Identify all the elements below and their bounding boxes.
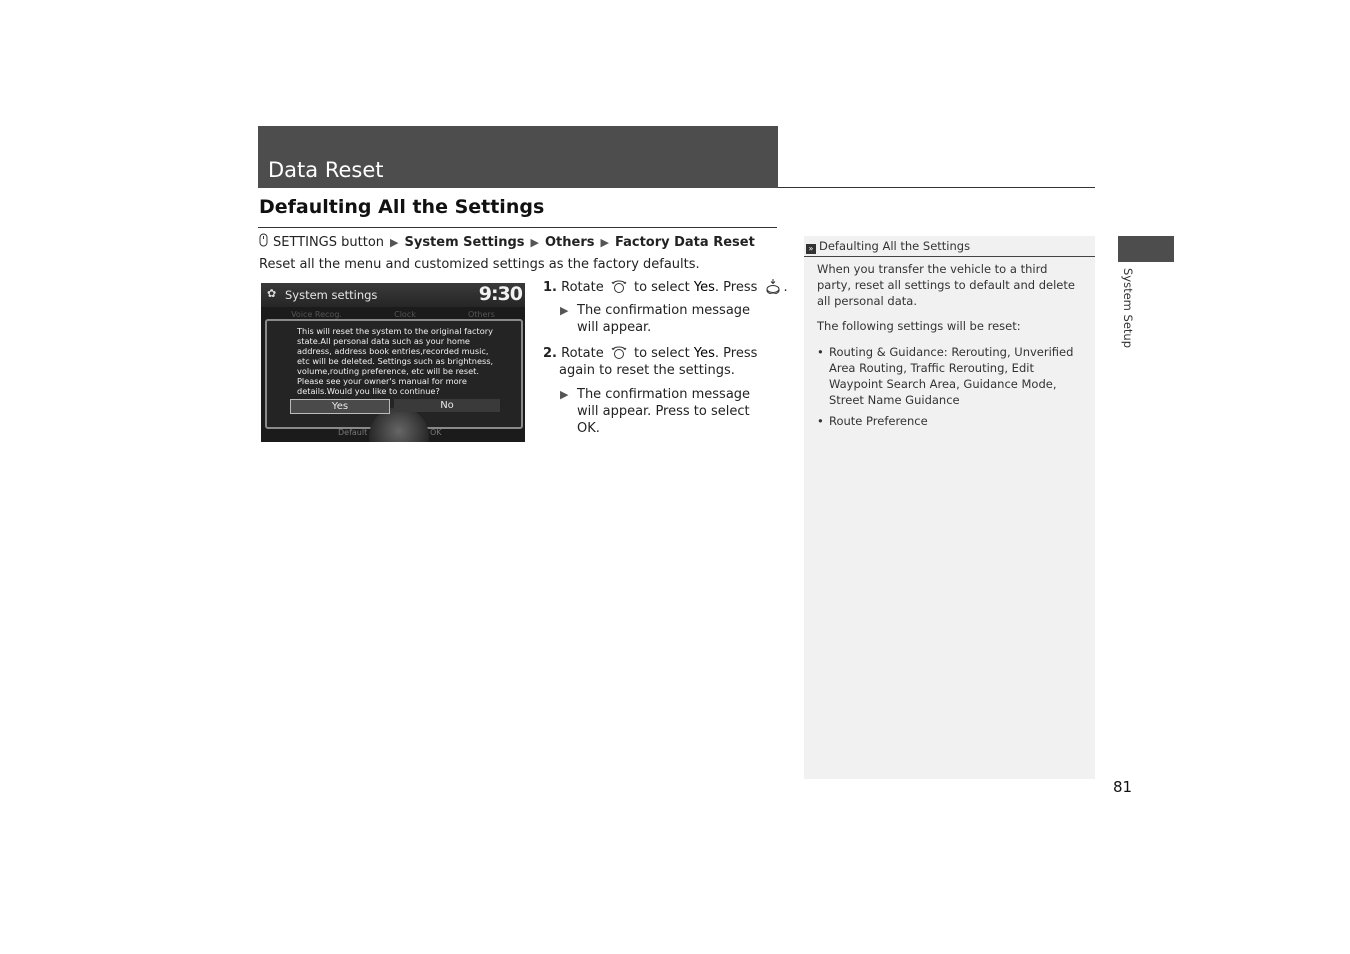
section-title: Data Reset — [268, 158, 384, 182]
step-key: Yes — [693, 280, 715, 295]
step-number: 1. — [543, 280, 557, 295]
step-text: again to reset the settings. — [559, 363, 735, 378]
step-text: Rotate — [561, 346, 604, 361]
breadcrumb — [259, 233, 755, 251]
bullet-icon: • — [817, 414, 824, 428]
screen-tab: Voice Recog. — [291, 310, 342, 319]
step-text: . Press — [714, 346, 758, 361]
step-2-note — [560, 386, 772, 437]
section-banner — [258, 126, 778, 188]
press-dial-icon — [764, 278, 782, 294]
screen-title: System settings — [285, 288, 378, 302]
screen-tab: Others — [468, 310, 495, 319]
dialog-message: This will reset the system to the original factory state.All personal data such as your home address, address book entries,recorded music, etc will be deleted. Settings such as brightness, volume,routing preference, etc will be reset. Please see your owner's manual for more details.Would you like to continue? — [297, 326, 494, 396]
no-button[interactable]: No — [394, 399, 500, 412]
step-text: . — [783, 280, 788, 295]
step-text: to select — [633, 346, 690, 361]
bullet-icon: • — [817, 345, 824, 359]
breadcrumb-arrow-icon: ▶ — [600, 235, 609, 249]
gear-icon: ✿ — [267, 287, 277, 300]
step-number: 2. — [543, 346, 557, 361]
home-button-icon — [259, 233, 268, 251]
sidebar-bullet — [817, 413, 1087, 429]
chapter-tab — [1118, 236, 1174, 262]
step-note: The confirmation message will appear. Press to select — [577, 387, 751, 419]
breadcrumb-arrow-icon: ▶ — [530, 235, 539, 249]
screen-clock: 9:30 — [478, 283, 522, 305]
subsection-rule — [258, 227, 777, 228]
intro-text: Reset all the menu and customized settings as the factory defaults. — [259, 257, 700, 272]
step-note: The confirmation message will appear. — [577, 303, 751, 335]
bullet-text: Route Preference — [829, 414, 928, 428]
breadcrumb-start: SETTINGS button — [273, 234, 385, 250]
result-arrow-icon: ▶ — [560, 304, 569, 317]
breadcrumb-item: Factory Data Reset — [614, 234, 755, 250]
bullet-text: Routing & Guidance: Rerouting, Unverified Area Routing, Traffic Rerouting, Edit Waypoint Search Area, Guidance Mode, Street Name Guidance — [829, 345, 1074, 407]
interface-dial-icon — [610, 278, 628, 294]
breadcrumb-item: Others — [545, 234, 595, 250]
footer-default: Default — [338, 428, 368, 437]
screen-header — [261, 283, 525, 307]
footer-ok: OK — [430, 428, 442, 437]
double-arrow-icon: » — [806, 244, 816, 254]
sidebar-heading-text: Defaulting All the Settings — [819, 239, 971, 253]
step-2-cont — [559, 362, 774, 380]
step-text: . Press — [714, 280, 758, 295]
breadcrumb-item: System Settings — [404, 234, 525, 250]
step-note: . — [595, 421, 600, 436]
step-text: to select — [633, 280, 690, 295]
step-text: Rotate — [561, 280, 604, 295]
banner-rule — [778, 187, 1095, 188]
screen-footer — [261, 428, 525, 440]
chapter-label: System Setup — [1121, 268, 1135, 349]
confirm-dialog — [265, 319, 523, 429]
step-1 — [543, 278, 788, 297]
breadcrumb-arrow-icon: ▶ — [390, 235, 399, 249]
page-number: 81 — [1113, 778, 1133, 796]
subsection-title: Defaulting All the Settings — [259, 196, 545, 218]
step-key: OK — [577, 421, 596, 436]
result-arrow-icon: ▶ — [560, 388, 569, 401]
screen-tab: Clock — [394, 310, 416, 319]
step-1-note — [560, 302, 772, 336]
yes-button[interactable]: Yes — [290, 399, 390, 414]
sidebar-notes — [804, 236, 1095, 779]
sidebar-heading — [804, 236, 1095, 257]
step-2 — [543, 344, 773, 363]
sidebar-paragraph: When you transfer the vehicle to a third party, reset all settings to default and delete all personal data. — [817, 262, 1075, 308]
interface-dial-icon — [610, 344, 628, 360]
sidebar-bullet — [817, 344, 1087, 408]
sidebar-paragraph: The following settings will be reset: — [817, 319, 1021, 333]
screen-image — [261, 283, 525, 442]
step-key: Yes — [693, 346, 715, 361]
